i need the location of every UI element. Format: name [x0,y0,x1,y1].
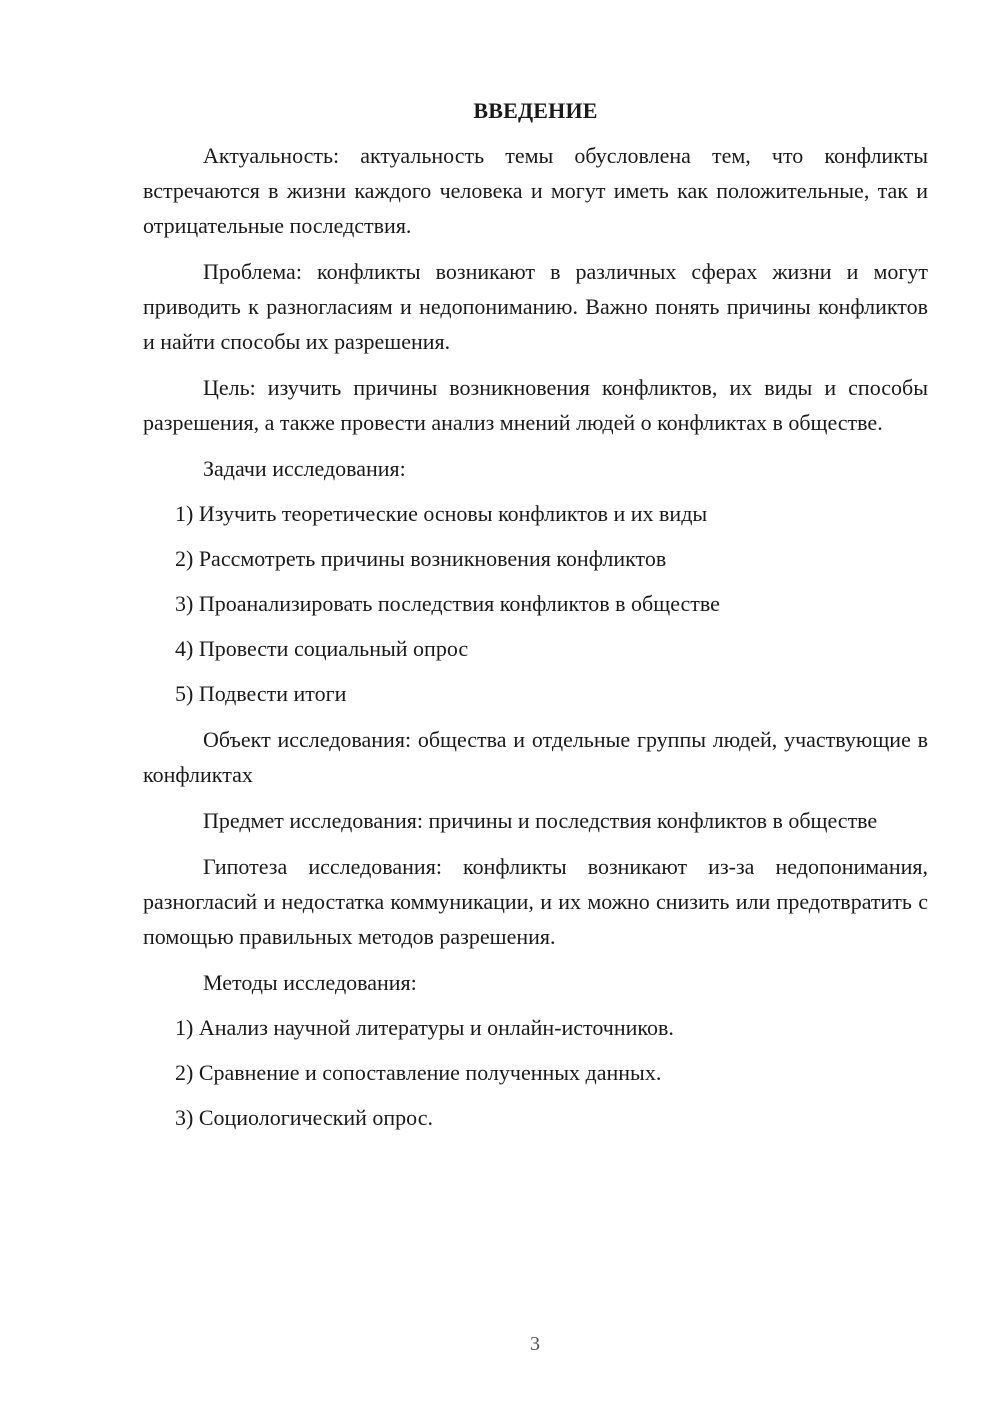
subject-paragraph: Предмет исследования: причины и последствия конфликтов в обществе [203,808,878,833]
page-number: 3 [530,1333,540,1355]
list-item: 2) Сравнение и сопоставление полученных данных. [175,1060,662,1085]
list-item: 4) Провести социальный опрос [175,636,469,661]
methods-title: Методы исследования: [203,970,417,995]
hypothesis-paragraph: Гипотеза исследования: конфликты возникают из-за недопонимания, разногласий и недостатка коммуникации, и их можно снизить или предотвратить с помощью правильных методов разрешения. [143,854,928,949]
document-page [143,93,928,1135]
list-item: 3) Проанализировать последствия конфликтов в обществе [175,591,720,616]
problem-paragraph: Проблема: конфликты возникают в различных сферах жизни и могут приводить к разногласиям и недопониманию. Важно понять причины конфликтов и найти способы их разрешения. [143,259,928,354]
list-item: 5) Подвести итоги [175,681,347,706]
list-item: 2) Рассмотреть причины возникновения конфликтов [175,546,667,571]
tasks-list [143,496,928,711]
goal-paragraph: Цель: изучить причины возникновения конфликтов, их виды и способы разрешения, а также провести анализ мнений людей о конфликтах в обществе. [143,375,928,435]
section-heading: ВВЕДЕНИЕ [473,98,598,123]
methods-list [143,1010,928,1135]
list-item: 1) Анализ научной литературы и онлайн-источников. [175,1015,674,1040]
relevance-paragraph: Актуальность: актуальность темы обусловлена тем, что конфликты встречаются в жизни каждого человека и могут иметь как положительные, так и отрицательные последствия. [143,143,928,238]
list-item: 3) Социологический опрос. [175,1105,433,1130]
object-paragraph: Объект исследования: общества и отдельные группы людей, участвующие в конфликтах [143,727,928,787]
list-item: 1) Изучить теоретические основы конфликтов и их виды [175,501,708,526]
tasks-title: Задачи исследования: [203,456,406,481]
